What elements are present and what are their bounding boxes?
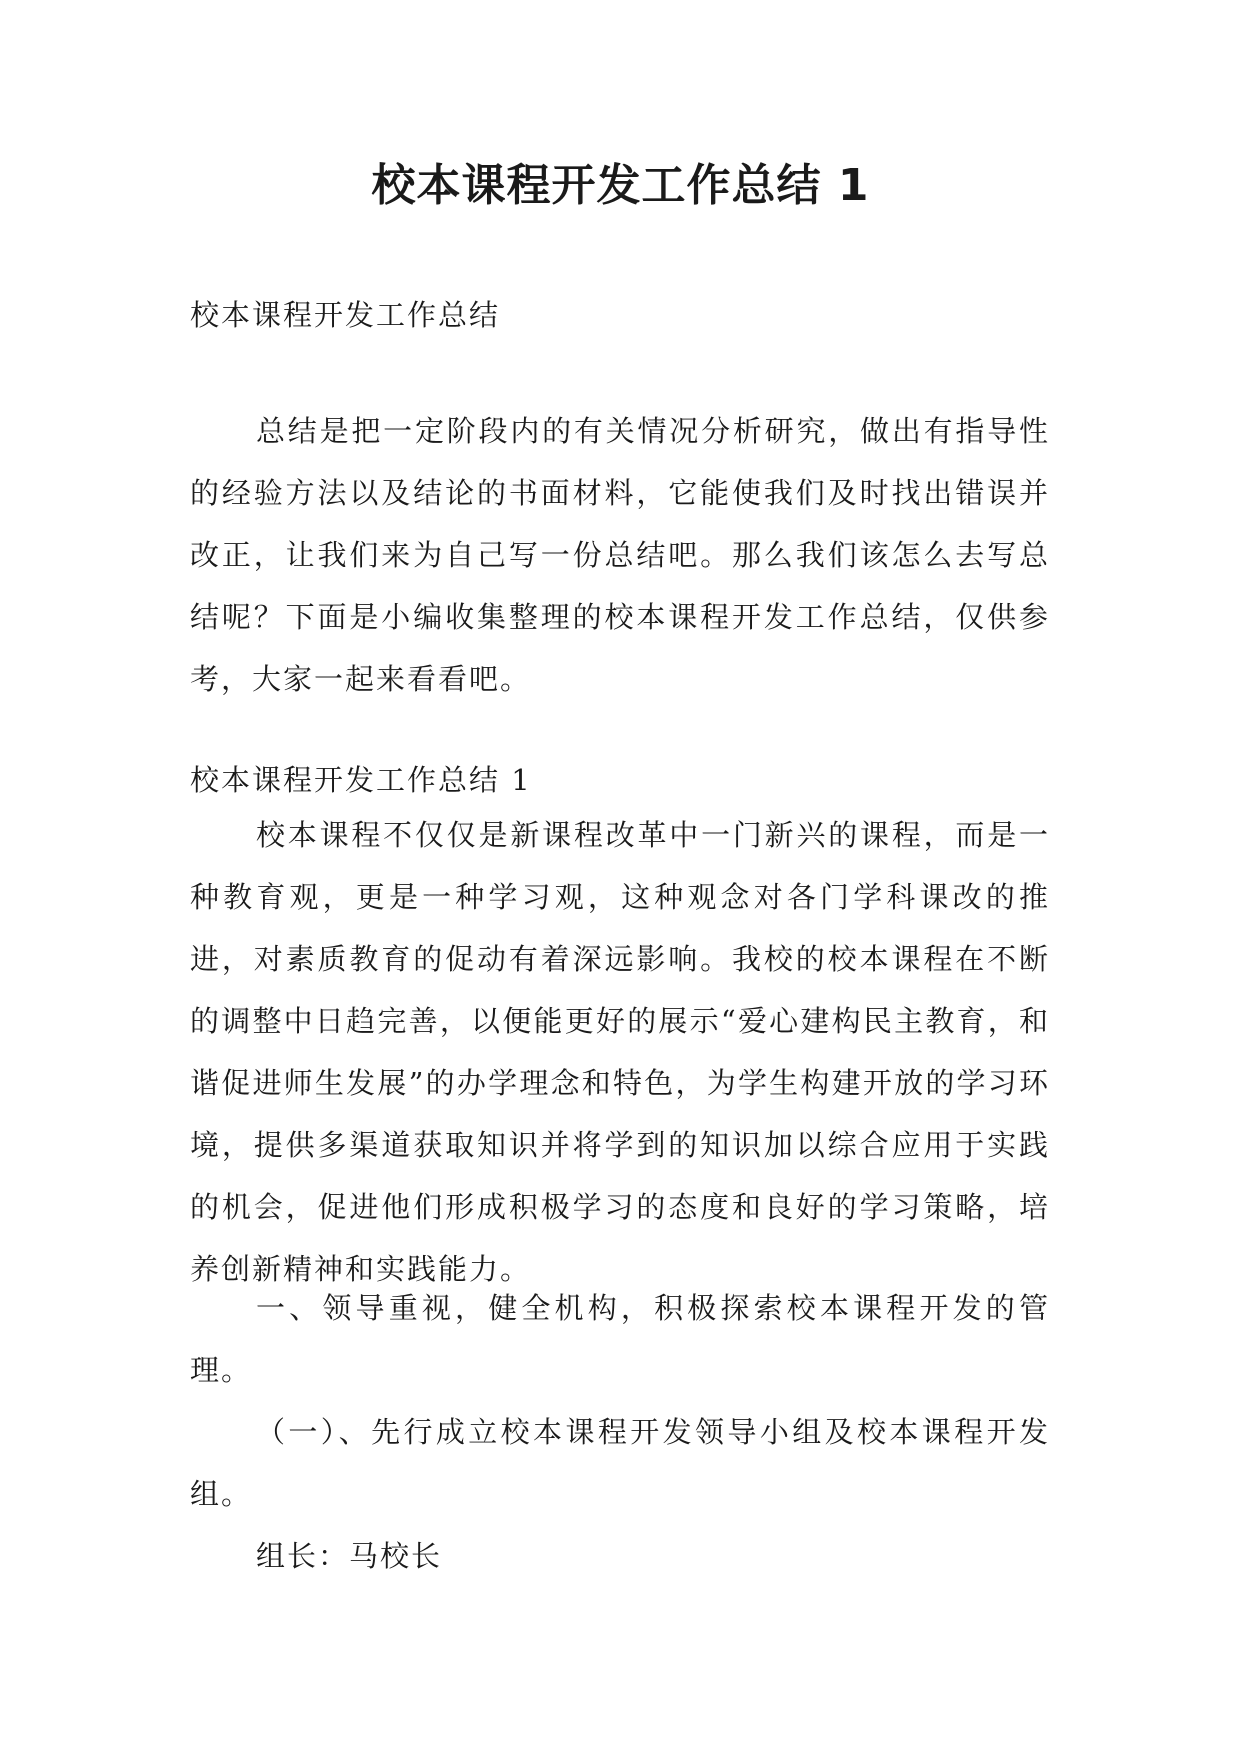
document-subtitle: 校本课程开发工作总结 <box>190 298 501 332</box>
section-heading: 校本课程开发工作总结 1 <box>190 763 532 797</box>
intro-paragraph: 总结是把一定阶段内的有关情况分析研究，做出有指导性的经验方法以及结论的书面材料，它能使我们及时找出错误并改正，让我们来为自己写一份总结吧。那么我们该怎么去写总结呢？下面是小编收集整理的校本课程开发工作总结，仅供参考，大家一起来看看吧。 <box>190 414 1050 696</box>
sub-heading-paragraph: （一）、先行成立校本课程开发领导小组及校本课程开发组。 <box>190 1415 1050 1511</box>
leader-line: 组长：马校长 <box>256 1539 443 1573</box>
document-title: 校本课程开发工作总结 1 <box>371 160 870 211</box>
numbered-heading-paragraph: 一、领导重视，健全机构，积极探索校本课程开发的管理。 <box>190 1291 1050 1387</box>
body-paragraph: 校本课程不仅仅是新课程改革中一门新兴的课程，而是一种教育观，更是一种学习观，这种观念对各门学科课改的推进，对素质教育的促动有着深远影响。我校的校本课程在不断的调整中日趋完善，以便能更好的展示“爱心建构民主教育，和谐促进师生发展”的办学理念和特色，为学生构建开放的学习环境，提供多渠道获取知识并将学到的知识加以综合应用于实践的机会，促进他们形成积极学习的态度和良好的学习策略，培养创新精神和实践能力。 <box>190 818 1050 1286</box>
